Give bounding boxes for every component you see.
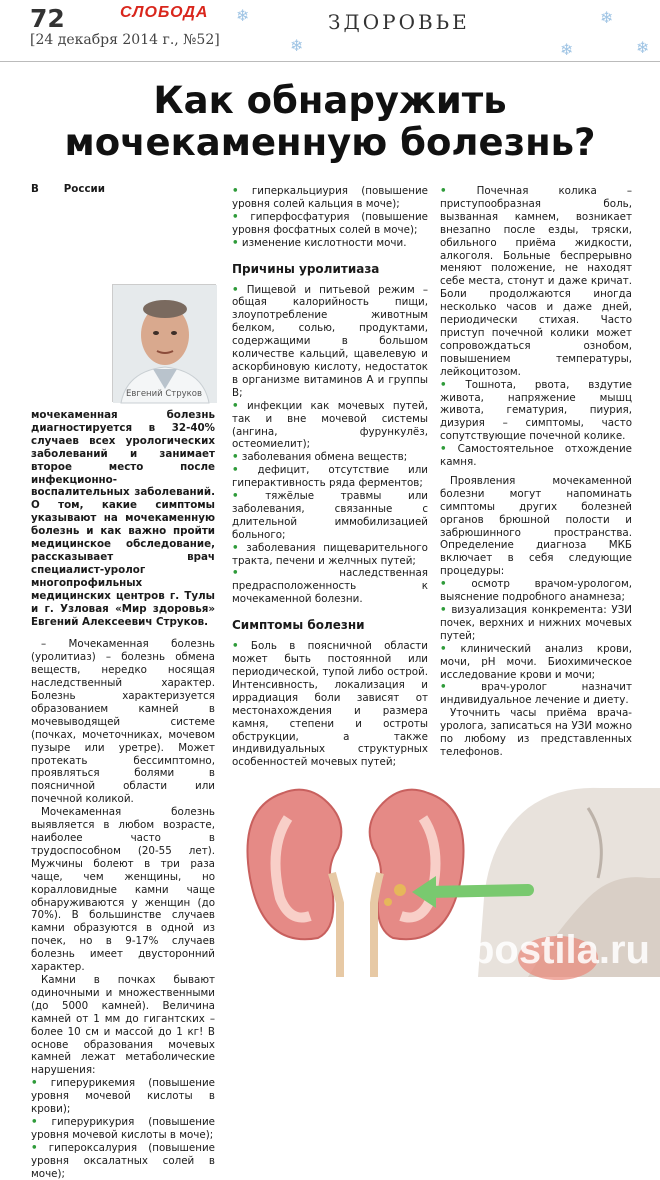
paragraph: – Мочекаменная болезнь (уролитиаз) – болезнь обмена веществ, нередко носящая наследственный характер. Болезнь характеризуется образованием камней в мочевыводящей системе (почках, мочеточниках, мочевом пузыре или уретре). Может протекать бессимптомно, проявляться болями в поясничной области или почечной коликой. xyxy=(31,638,215,806)
list-item: • заболевания пищеварительного тракта, печени и желчных путей; xyxy=(232,541,428,567)
list-item: • дефицит, отсутствие или гиперактивность ряда ферментов; xyxy=(232,464,428,490)
kidney-illustration xyxy=(228,778,660,977)
paragraph: Камни в почках бывают одиночными и множественными (до 5000 камней). Величина камней от 1 мм до гигантских – более 10 см и массой до 1 кг! В основе образования мочевых камней лежат метаболические нарушения: xyxy=(31,973,215,1077)
column-3 xyxy=(440,185,632,759)
snowflake-icon: ❄ xyxy=(600,8,614,27)
list-item: • гиперфосфатурия (повышение уровня фосфатных солей в моче); xyxy=(232,210,428,236)
list-item: • гиперурикемия (повышение уровня мочевой кислоты в крови); xyxy=(31,1077,215,1116)
section-heading: Причины уролитиаза xyxy=(232,261,380,276)
article-title: Как обнаружить мочекаменную болезнь? xyxy=(64,79,596,164)
paragraph: Мочекаменная болезнь выявляется в любом возрасте, наиболее часто в трудоспособном (20-55 лет). Мужчины болеют в три раза чаще, чем женщины, но коралловидные камни чаще обнаруживаются у женщин (до 70%). В большинстве случаев камни образуются в одной из почек, но в 9-17% случаев болезнь имеет двусторонний характер. xyxy=(31,806,215,974)
list-item: • осмотр врачом-урологом, выяснение подробного анамнеза; xyxy=(440,578,632,604)
list-item: • клинический анализ крови, мочи, pH мочи. Биохимическое исследование крови и мочи; xyxy=(440,642,632,681)
watermark: postila.ru xyxy=(469,928,650,972)
list-item: • заболевания обмена веществ; xyxy=(232,451,408,464)
page-header xyxy=(0,0,660,62)
newspaper-brand: СЛОБОДА xyxy=(120,4,209,21)
paragraph: Уточнить часы приёма врача-уролога, записаться на УЗИ можно по любому из представленных телефонов. xyxy=(440,707,632,758)
snowflake-icon: ❄ xyxy=(636,38,650,57)
column-2 xyxy=(232,185,428,769)
list-item: • инфекции как мочевых путей, так и вне мочевой системы (ангина, фурункулёз, остеомиелит); xyxy=(232,399,428,451)
page-number: 72 xyxy=(30,4,65,33)
section-heading: Симптомы болезни xyxy=(232,618,365,633)
section-title: ЗДОРОВЬЕ xyxy=(328,10,470,34)
list-item: • Тошнота, рвота, вздутие живота, напряжение мышц живота, гематурия, пиурия, дизурия – симптомы, часто сопутствующие почечной колике. xyxy=(440,378,632,443)
list-item: • наследственная предрасположенность к мочекаменной болезни. xyxy=(232,567,428,606)
list-item: • визуализация конкремента: УЗИ почек, верхних и нижних мочевых путей; xyxy=(440,604,632,642)
list-item: • гиперурикурия (повышение уровня мочевой кислоты в моче); xyxy=(31,1115,215,1141)
list-item: • Пищевой и питьевой режим – общая калорийность пищи, злоупотребление животным белком, солью, продуктами, содержащими в большом количестве кальций, щавелевую и аскорбиновую кислоту, недостаток в организме витаминов А и группы В; xyxy=(232,283,428,399)
list-item: • Самостоятельное отхождение камня. xyxy=(440,443,632,469)
issue-date: [24 декабря 2014 г., №52] xyxy=(30,32,220,48)
list-item: • гипероксалурия (повышение уровня оксалатных солей в моче); xyxy=(31,1141,215,1180)
list-item: • гиперкальциурия (повышение уровня солей кальция в моче); xyxy=(232,185,428,210)
author-photo xyxy=(112,284,216,402)
list-item: • Почечная колика – приступообразная боль, вызванная камнем, возникает внезапно после езды, тряски, обильного приёма жидкости, алкоголя. Больные беспрерывно меняют положение, не находят себе места, стонут и даже кричат. Боли продолжаются иногда несколько часов и даже дней, периодически стихая. Часто приступ почечной колики может сопровождаться ознобом, повышением температуры, лейкоцитозом. xyxy=(440,185,632,378)
list-item: • врач-уролог назначит индивидуальное лечение и диету. xyxy=(440,681,632,707)
paragraph: Проявления мочекаменной болезни могут напоминать симптомы других болезней органов брюшной полости и забрюшинного пространства. Определение диагноза МКБ включает в себя следующие процедуры: xyxy=(440,474,632,578)
photo-caption: Евгений Струков xyxy=(125,389,203,399)
snowflake-icon: ❄ xyxy=(290,36,304,55)
list-item: • тяжёлые травмы или заболевания, связанные с длительной иммобилизацией больного; xyxy=(232,490,428,541)
list-item: • изменение кислотности мочи. xyxy=(232,236,407,249)
snowflake-icon: ❄ xyxy=(236,6,250,25)
article-lead: В России мочекаменная болезнь диагностируется в 32-40% случаев всех урологических заболеваний и занимает второе место после инфекционно-воспалительных заболеваний. О том, какие симптомы указывают на мочекаменную болезнь и как важно пройти медицинское обследование, рассказывает врач специалист-уролог многопрофильных медицинских центров г. Тулы и г. Узловая «Мир здоровья» Евгений Алексеевич Струков. xyxy=(31,183,215,628)
snowflake-icon: ❄ xyxy=(560,40,574,59)
list-item: • Боль в поясничной области может быть постоянной или периодической, тупой либо острой. Интенсивность, локализация и иррадиация боли зависят от местонахождения и размера камня, степени и остроты обструкции, а также индивидуальных структурных особенностей мочевых путей; xyxy=(232,640,428,769)
